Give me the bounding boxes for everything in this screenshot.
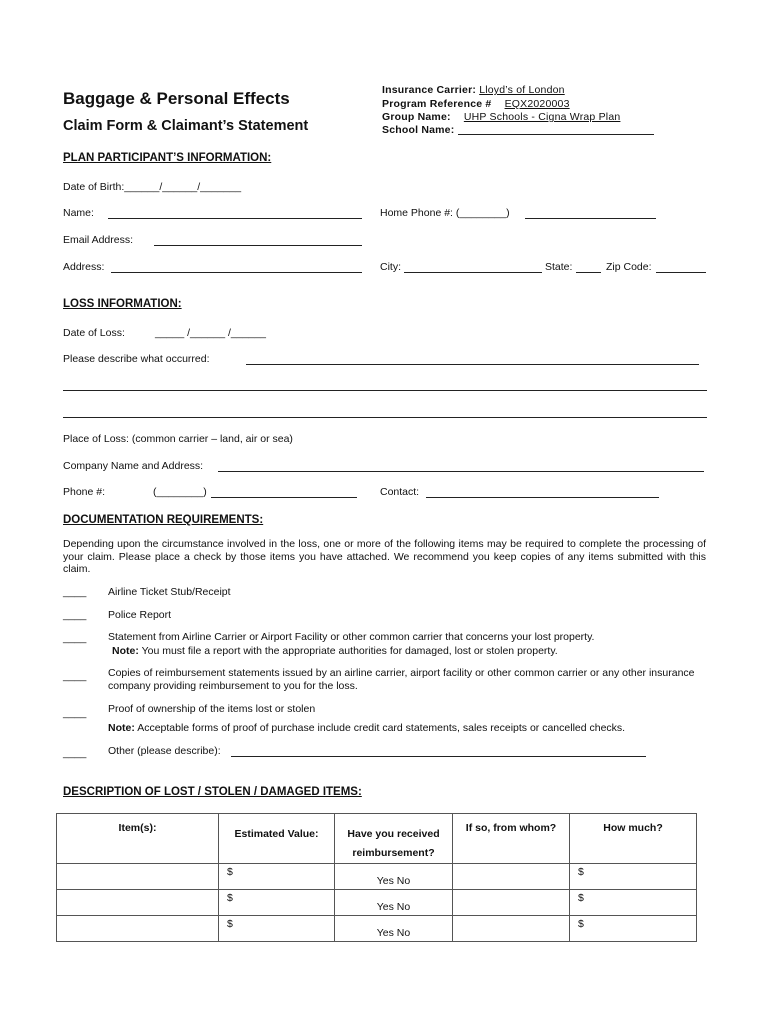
documentation-intro: Depending upon the circumstance involved in the loss, one or more of the following items may be required to complete the processing of your claim. Please place a check by those items you have attached. We recommend you keep copies of any items submitted with this claim. xyxy=(63,538,706,575)
phone-field[interactable] xyxy=(211,497,357,498)
checkbox-proof-ownership[interactable]: ____ xyxy=(63,707,87,719)
how-much-cell[interactable]: $ xyxy=(570,864,697,890)
col-reimb-line2: reimbursement? xyxy=(352,847,435,859)
address-label: Address: xyxy=(63,261,105,273)
item-cell[interactable] xyxy=(57,864,219,890)
form-title: Baggage & Personal Effects xyxy=(63,89,290,108)
describe-field-line2[interactable] xyxy=(63,390,707,391)
value-cell[interactable]: $ xyxy=(219,890,335,916)
school-name-field[interactable] xyxy=(458,134,654,135)
note-text: You must file a report with the appropriate authorities for damaged, lost or stolen property. xyxy=(141,645,558,657)
checkbox-ticket-stub[interactable]: ____ xyxy=(63,586,87,598)
col-reimb-line1: Have you received xyxy=(347,828,440,840)
city-field[interactable] xyxy=(404,272,542,273)
program-reference xyxy=(382,98,640,110)
insurance-carrier-value: Lloyd’s of London xyxy=(479,84,565,96)
item-carrier-statement: Statement from Airline Carrier or Airport Facility or other common carrier that concerns your lost property. xyxy=(108,631,595,643)
value-cell[interactable]: $ xyxy=(219,864,335,890)
from-whom-cell[interactable] xyxy=(453,864,570,890)
program-reference-value: EQX2020003 xyxy=(504,98,570,110)
contact-label: Contact: xyxy=(380,486,420,498)
loss-date-field[interactable]: _____ /______ /______ xyxy=(155,327,266,339)
note-text: Acceptable forms of proof of purchase include credit card statements, sales receipts or cancelled checks. xyxy=(137,722,626,734)
items-table-header xyxy=(57,814,697,864)
documentation-heading: DOCUMENTATION REQUIREMENTS: xyxy=(63,514,264,526)
group-name-value: UHP Schools - Cigna Wrap Plan xyxy=(463,111,621,123)
state-label: State: xyxy=(545,261,573,273)
item-ticket-stub: Airline Ticket Stub/Receipt xyxy=(108,586,231,598)
program-reference-label: Program Reference # xyxy=(382,98,492,110)
col-reimbursement xyxy=(335,814,453,864)
value-cell[interactable]: $ xyxy=(219,916,335,942)
items-heading: DESCRIPTION OF LOST / STOLEN / DAMAGED ITEMS: xyxy=(63,786,362,798)
loss-heading: LOSS INFORMATION: xyxy=(63,298,182,310)
col-estimated-value: Estimated Value: xyxy=(219,814,335,864)
col-from-whom: If so, from whom? xyxy=(453,814,570,864)
note-label: Note: xyxy=(112,645,139,657)
table-row xyxy=(57,890,697,916)
item-reimbursement: Copies of reimbursement statements issued by an airline carrier, airport facility or other common carrier or any other insurance company providing reimbursement to you for the loss. xyxy=(108,667,695,692)
name-label: Name: xyxy=(63,207,94,219)
col-items: Item(s): xyxy=(57,814,219,864)
school-name xyxy=(382,124,454,136)
zip-field[interactable] xyxy=(656,272,706,273)
email-field[interactable] xyxy=(154,245,362,246)
name-field[interactable] xyxy=(108,218,362,219)
item-cell[interactable] xyxy=(57,916,219,942)
company-field[interactable] xyxy=(218,471,704,472)
zip-label: Zip Code: xyxy=(606,261,652,273)
phone-area-code[interactable]: (________) xyxy=(153,486,207,498)
loss-date-label: Date of Loss: xyxy=(63,327,125,339)
group-name-label: Group Name: xyxy=(382,111,451,123)
place-of-loss-label: Place of Loss: (common carrier – land, air or sea) xyxy=(63,433,293,445)
checkbox-police-report[interactable]: ____ xyxy=(63,609,87,621)
item-carrier-note xyxy=(112,645,558,657)
item-police-report: Police Report xyxy=(108,609,172,621)
col-how-much: How much? xyxy=(570,814,697,864)
school-name-label: School Name: xyxy=(382,124,455,136)
participant-heading: PLAN PARTICIPANT’S INFORMATION: xyxy=(63,152,272,164)
describe-label: Please describe what occurred: xyxy=(63,353,210,365)
from-whom-cell[interactable] xyxy=(453,890,570,916)
how-much-cell[interactable]: $ xyxy=(570,916,697,942)
address-field[interactable] xyxy=(111,272,362,273)
reimbursement-cell[interactable]: Yes No xyxy=(335,916,453,942)
describe-field-line3[interactable] xyxy=(63,417,707,418)
checkbox-carrier-statement[interactable]: ____ xyxy=(63,632,87,644)
phone-label: Phone #: xyxy=(63,486,106,498)
home-phone-field[interactable] xyxy=(525,218,656,219)
table-row xyxy=(57,916,697,942)
table-row xyxy=(57,864,697,890)
how-much-cell[interactable]: $ xyxy=(570,890,697,916)
item-cell[interactable] xyxy=(57,890,219,916)
insurance-carrier-label: Insurance Carrier: xyxy=(382,84,477,96)
contact-field[interactable] xyxy=(426,497,659,498)
home-phone-label: Home Phone #: (________) xyxy=(380,207,510,219)
city-label: City: xyxy=(380,261,401,273)
form-subtitle: Claim Form & Claimant’s Statement xyxy=(63,118,309,134)
state-field[interactable] xyxy=(576,272,601,273)
note-label: Note: xyxy=(108,722,135,734)
checkbox-reimbursement[interactable]: ____ xyxy=(63,670,87,682)
insurance-carrier xyxy=(382,84,591,96)
reimbursement-cell[interactable]: Yes No xyxy=(335,864,453,890)
email-label: Email Address: xyxy=(63,234,134,246)
group-name xyxy=(382,111,634,123)
reimbursement-cell[interactable]: Yes No xyxy=(335,890,453,916)
item-proof-note xyxy=(108,722,625,734)
dob-field[interactable]: Date of Birth:______/______/_______ xyxy=(63,181,242,193)
company-label: Company Name and Address: xyxy=(63,460,204,472)
items-table xyxy=(56,813,697,942)
from-whom-cell[interactable] xyxy=(453,916,570,942)
checkbox-other[interactable]: ____ xyxy=(63,747,87,759)
other-field[interactable] xyxy=(231,756,646,757)
describe-field-line1[interactable] xyxy=(246,364,699,365)
item-other: Other (please describe): xyxy=(108,745,221,757)
item-proof-ownership: Proof of ownership of the items lost or stolen xyxy=(108,703,316,715)
